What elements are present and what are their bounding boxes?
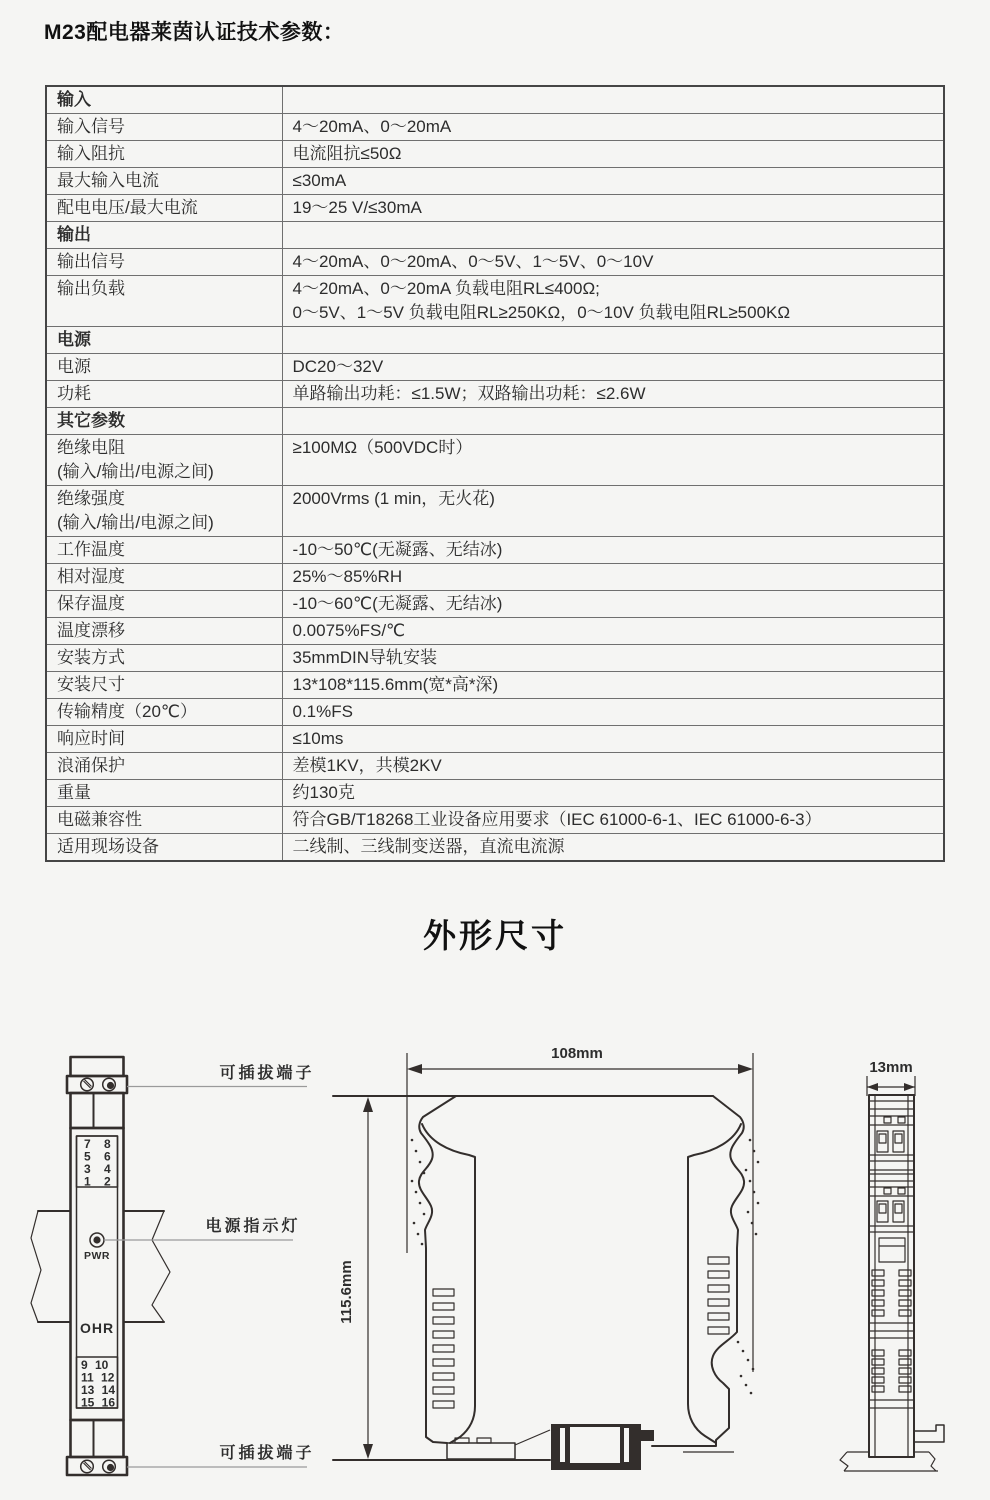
spec-value-cell: [282, 486, 944, 537]
spec-row: [46, 435, 944, 486]
spec-value-cell: [282, 141, 944, 168]
spec-section-row: [46, 408, 944, 435]
spec-label-cell: [46, 222, 282, 249]
spec-value-cell: [282, 780, 944, 807]
spec-row: [46, 114, 944, 141]
spec-label-cell: [46, 168, 282, 195]
end-top-details: [869, 1101, 914, 1262]
spec-row: [46, 168, 944, 195]
cell-line: 4～20mA、0～20mA: [292, 117, 452, 136]
spec-value-cell: [282, 222, 944, 249]
cell-line: 19～25 V/≤30mA: [292, 198, 422, 217]
spec-value-cell: [282, 114, 944, 141]
spec-label-cell: [46, 141, 282, 168]
power-led-text: PWR: [84, 1250, 110, 1262]
cell-line: 输入: [57, 90, 91, 109]
spec-label-cell: [46, 753, 282, 780]
spec-label-cell: [46, 780, 282, 807]
cell-line: 13*108*115.6mm(宽*高*深): [292, 675, 499, 694]
top-terminal-block: [67, 1076, 127, 1093]
page-title: M23配电器莱茵认证技术参数：: [44, 21, 345, 44]
cell-line: 浪涌保护: [57, 756, 125, 775]
vent-slots-right: [708, 1257, 729, 1334]
dimensions-section-title: 外形尺寸: [423, 917, 567, 954]
cell-line: 约130克: [292, 783, 355, 802]
screw-terminal-icon: [81, 1078, 116, 1091]
end-view-drawing: [840, 1059, 944, 1471]
spec-label-cell: [46, 354, 282, 381]
cell-line: 响应时间: [57, 729, 125, 748]
right-inner-wall: [688, 1124, 741, 1443]
spec-value-cell: [282, 354, 944, 381]
right-outer-contour: [652, 1096, 744, 1446]
spec-row: [46, 753, 944, 780]
bottom-foot: [447, 1443, 515, 1459]
spec-row: [46, 141, 944, 168]
spec-label-cell: [46, 408, 282, 435]
spec-row: [46, 618, 944, 645]
left-inner-wall: [422, 1124, 475, 1443]
cell-line: (输入/输出/电源之间): [57, 462, 214, 481]
spec-row: [46, 699, 944, 726]
cell-line: 4～20mA、0～20mA 负载电阻RL≤400Ω;: [292, 279, 600, 298]
spec-value-cell: [282, 168, 944, 195]
terminal-numbers-top-row2: 5 6: [84, 1149, 111, 1164]
spec-row: [46, 834, 944, 862]
cell-line: 35mmDIN导轨安装: [292, 648, 438, 667]
top-cap: [71, 1057, 124, 1076]
spec-row: [46, 726, 944, 753]
cell-line: 0.0075%FS/℃: [292, 621, 406, 640]
screw-terminal-icon: [81, 1460, 116, 1473]
spec-label-cell: [46, 276, 282, 327]
spec-value-cell: [282, 195, 944, 222]
lower-connector-section: [71, 1420, 124, 1457]
pluggable-terminal-top-label: 可插拔端子: [219, 1065, 315, 1082]
terminal-numbers-top-row3: 3 4: [84, 1162, 111, 1176]
left-outer-contour: [419, 1096, 456, 1443]
spec-row: [46, 645, 944, 672]
outline-dimensions-drawing: [0, 1020, 990, 1500]
spec-table: [45, 85, 945, 862]
cell-line: 差模1KV，共模2KV: [292, 756, 442, 775]
cell-line: 最大输入电流: [57, 171, 159, 190]
spec-section-row: [46, 86, 944, 114]
cell-line: 保存温度: [57, 594, 125, 613]
spec-label-cell: [46, 672, 282, 699]
cell-line: -10～50℃(无凝露、无结冰): [292, 540, 503, 559]
upper-connector-section: [71, 1093, 124, 1128]
spec-label-cell: [46, 195, 282, 222]
dim-extension-lines: [407, 1053, 753, 1372]
cell-line: 2000Vrms (1 min，无火花): [292, 489, 495, 508]
spec-label-cell: [46, 86, 282, 114]
cell-line: (输入/输出/电源之间): [57, 513, 214, 532]
spec-value-cell: [282, 86, 944, 114]
cell-line: ≤30mA: [292, 171, 347, 190]
spec-label-cell: [46, 486, 282, 537]
spec-row: [46, 354, 944, 381]
cell-line: 输出负载: [57, 279, 125, 298]
cell-line: 输出: [57, 225, 91, 244]
cell-line: 输入信号: [57, 117, 125, 136]
spec-value-cell: [282, 327, 944, 354]
terminal-numbers-top-row1: 7 8: [84, 1137, 111, 1151]
cell-line: 相对湿度: [57, 567, 125, 586]
spec-row: [46, 591, 944, 618]
spec-value-cell: [282, 381, 944, 408]
spec-row: [46, 249, 944, 276]
pluggable-terminal-bottom-label: 可插拔端子: [219, 1445, 315, 1462]
spec-row: [46, 381, 944, 408]
spec-row: [46, 807, 944, 834]
spec-label-cell: [46, 726, 282, 753]
cell-line: ≤10ms: [292, 729, 344, 748]
front-view-drawing: [31, 1057, 315, 1475]
cell-line: 工作温度: [57, 540, 125, 559]
spec-label-cell: [46, 537, 282, 564]
spec-row: [46, 195, 944, 222]
cell-line: 符合GB/T18268工业设备应用要求（IEC 61000-6-1、IEC 61000-6-3）: [292, 810, 822, 829]
bottom-terminal-block: [67, 1457, 127, 1475]
spec-label-cell: [46, 249, 282, 276]
end-mounting-surface: [840, 1452, 938, 1471]
cell-line: 功耗: [57, 384, 91, 403]
cell-line: 传输精度（20℃）: [57, 702, 198, 721]
spec-value-cell: [282, 591, 944, 618]
spec-label-cell: [46, 114, 282, 141]
cell-line: 电源: [57, 357, 91, 376]
cell-line: 绝缘强度: [57, 489, 125, 508]
cell-line: 输出信号: [57, 252, 125, 271]
cell-line: 适用现场设备: [57, 837, 159, 856]
spec-value-cell: [282, 699, 944, 726]
thickness-dimension-label: 13mm: [869, 1059, 913, 1076]
spec-label-cell: [46, 807, 282, 834]
spec-label-cell: [46, 591, 282, 618]
width-dimension-label: 108mm: [551, 1045, 603, 1062]
cell-line: 温度漂移: [57, 621, 125, 640]
cell-line: 其它参数: [57, 411, 125, 430]
cell-line: 0.1%FS: [292, 702, 353, 721]
spec-value-cell: [282, 618, 944, 645]
spec-table-body: [46, 86, 944, 861]
clip-spring-dots: [411, 1139, 760, 1395]
cell-line: 4～20mA、0～20mA、0～5V、1～5V、0～10V: [292, 252, 654, 271]
spec-value-cell: [282, 435, 944, 486]
spec-value-cell: [282, 408, 944, 435]
spec-label-cell: [46, 699, 282, 726]
spec-value-cell: [282, 537, 944, 564]
side-view-drawing: [333, 1045, 759, 1470]
end-foot: [914, 1425, 944, 1442]
spec-label-cell: [46, 435, 282, 486]
spec-row: [46, 564, 944, 591]
spec-value-cell: [282, 564, 944, 591]
spec-label-cell: [46, 327, 282, 354]
power-led-icon: [90, 1233, 104, 1247]
spec-section-row: [46, 222, 944, 249]
spec-label-cell: [46, 564, 282, 591]
cell-line: 25%～85%RH: [292, 567, 403, 586]
spec-value-cell: [282, 807, 944, 834]
spec-value-cell: [282, 834, 944, 862]
spec-row: [46, 537, 944, 564]
terminal-numbers-bottom-row4: 15 16: [81, 1395, 116, 1410]
spec-row: [46, 276, 944, 327]
height-dimension-label: 115.6mm: [338, 1260, 355, 1324]
spec-value-cell: [282, 276, 944, 327]
spec-value-cell: [282, 249, 944, 276]
cell-line: 电源: [57, 330, 91, 349]
cell-line: 0～5V、1～5V 负载电阻RL≥250KΩ，0～10V 负载电阻RL≥500KΩ: [292, 303, 791, 322]
spec-label-cell: [46, 618, 282, 645]
spec-label-cell: [46, 381, 282, 408]
terminal-numbers-bottom-row2: 11 12: [81, 1370, 115, 1385]
end-vent-slots: [869, 1270, 914, 1408]
cell-line: 二线制、三线制变送器，直流电流源: [292, 837, 565, 856]
cell-line: 重量: [57, 783, 91, 802]
spec-value-cell: [282, 726, 944, 753]
terminal-numbers-bottom-row1: 9 10: [81, 1358, 109, 1372]
spec-section-row: [46, 327, 944, 354]
spec-value-cell: [282, 672, 944, 699]
cell-line: 配电电压/最大电流: [57, 198, 198, 217]
spec-label-cell: [46, 834, 282, 862]
cell-line: DC20～32V: [292, 357, 384, 376]
spec-row: [46, 672, 944, 699]
brand-logo: OHR: [79, 1320, 115, 1336]
cell-line: ≥100MΩ（500VDC时）: [292, 438, 473, 457]
spec-row: [46, 780, 944, 807]
spec-label-cell: [46, 645, 282, 672]
cell-line: 输入阻抗: [57, 144, 125, 163]
spec-row: [46, 486, 944, 537]
power-indicator-label: 电源指示灯: [205, 1218, 301, 1235]
vent-slots-left: [433, 1289, 454, 1408]
cell-line: 安装尺寸: [57, 675, 125, 694]
terminal-numbers-bottom-row3: 13 14: [81, 1383, 116, 1397]
cell-line: 单路输出功耗：≤1.5W；双路输出功耗：≤2.6W: [292, 384, 646, 403]
cell-line: -10～60℃(无凝露、无结冰): [292, 594, 503, 613]
cell-line: 电流阻抗≤50Ω: [292, 144, 402, 163]
din-rail-icon: [31, 1211, 170, 1322]
spec-value-cell: [282, 753, 944, 780]
cell-line: 安装方式: [57, 648, 125, 667]
spec-value-cell: [282, 645, 944, 672]
cell-line: 电磁兼容性: [57, 810, 142, 829]
din-clip-block: [551, 1424, 654, 1470]
terminal-numbers-top-row4: 1 2: [84, 1174, 111, 1189]
cell-line: 绝缘电阻: [57, 438, 125, 457]
